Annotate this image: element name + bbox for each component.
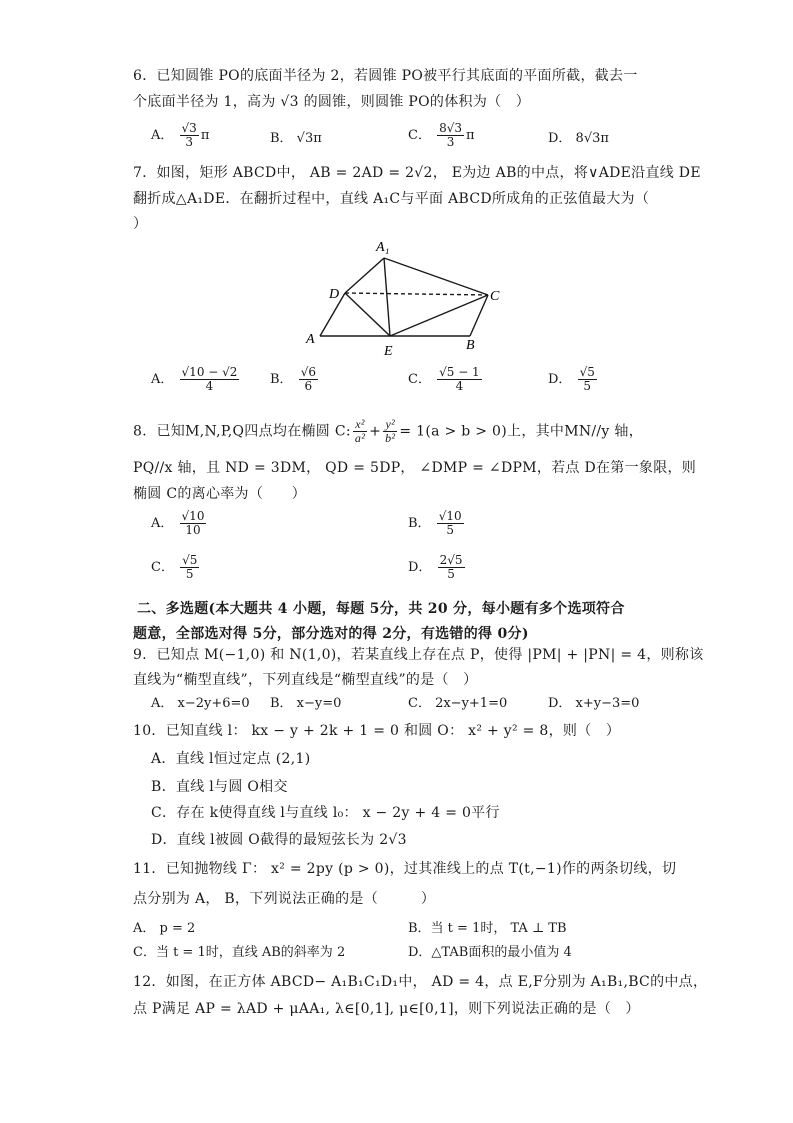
- q6-option-c-fraction: $\frac{8√3}{3}$: [439, 121, 463, 149]
- q11-option-b: B．当 t = 1时， TA ⊥ TB: [408, 921, 567, 936]
- q8-option-a-fraction: $\frac{√10}{10}$: [181, 509, 205, 537]
- section-2-heading-line2: 题意，全部选对得 5分，部分选对的得 2分，有选错的得 0分): [133, 626, 529, 642]
- label-d: D: [329, 287, 340, 302]
- q11-option-d: D．△TAB面积的最小值为 4: [408, 945, 572, 960]
- section-2-heading-line1: 二、多选题(本大题共 4 小题，每题 5分，共 20 分，每小题有多个选项符合: [137, 601, 625, 617]
- edge-da1: [345, 258, 384, 293]
- q7-option-a-fraction: $\frac{√10 - √2}{4}$: [181, 365, 238, 393]
- q7-geometry-figure: [300, 236, 510, 360]
- q8-option-a: A． $\frac{√10}{10}$: [151, 509, 205, 537]
- q9-stem-line2: 直线为“椭型直线”，下列直线是“椭型直线”的是（ ）: [133, 672, 478, 688]
- q7-option-c: C． $\frac{√5 - 1}{4}$: [408, 365, 480, 393]
- edge-a1e: [384, 258, 390, 336]
- q8-stem-line1: 8．已知M,N,P,Q四点均在椭圆 C: $\frac{\text{x²}}{\text{a²}}$ + $\frac{\text{y²}}{\text{b²}}$ = 1(a > b > 0)上，其中MN//y 轴，: [133, 417, 643, 445]
- q8-option-c: C． $\frac{√5}{5}$: [151, 553, 198, 581]
- q7-option-a: A． $\frac{√10 - √2}{4}$: [151, 365, 238, 393]
- q6-option-d: D． 8√3π: [548, 131, 609, 146]
- q7-option-b-fraction: $\frac{√6}{6}$: [300, 365, 316, 393]
- q7-stem-line3: ）: [133, 216, 148, 232]
- label-a: A: [306, 332, 315, 347]
- q9-option-a: A． x−2y+6=0: [151, 696, 250, 711]
- q9-option-b: B． x−y=0: [270, 696, 342, 711]
- q6-option-c: C． $\frac{8√3}{3}$ π: [408, 121, 475, 149]
- q8-option-d: D． $\frac{2√5}{5}$: [408, 553, 463, 581]
- label-e: E: [384, 344, 393, 359]
- q11-stem-line2: 点分别为 A， B，下列说法正确的是（ ）: [133, 891, 436, 907]
- q6-stem-line2: 个底面半径为 1，高为 √3 的圆锥，则圆锥 PO的体积为（ ）: [133, 94, 531, 110]
- q10-option-a: A．直线 l恒过定点 (2,1): [151, 751, 311, 767]
- q8-option-c-fraction: $\frac{√5}{5}$: [182, 553, 198, 581]
- q9-option-c: C． 2x−y+1=0: [408, 696, 508, 711]
- q7-option-b: B． $\frac{√6}{6}$: [270, 365, 316, 393]
- label-a1: A₁: [376, 240, 390, 255]
- q6-stem-line1: 6．已知圆锥 PO的底面半径为 2，若圆锥 PO被平行其底面的平面所截，截去一: [133, 68, 638, 84]
- label-c: C: [490, 289, 500, 304]
- q10-option-d: D．直线 l被圆 O截得的最短弦长为 2√3: [151, 832, 407, 848]
- edge-de: [345, 293, 390, 336]
- q11-option-c: C．当 t = 1时，直线 AB的斜率为 2: [133, 945, 346, 960]
- q10-option-c: C．存在 k使得直线 l与直线 l₀： x − 2y + 4 = 0平行: [151, 805, 500, 821]
- q7-option-d: D． $\frac{√5}{5}$: [548, 365, 595, 393]
- q9-stem-line1: 9．已知点 M(−1,0) 和 N(1,0)，若某直线上存在点 P，使得 |PM| + |PN| = 4，则称该: [133, 647, 704, 663]
- edge-dc-dashed: [345, 293, 488, 295]
- q7-stem-line1: 7．如图，矩形 ABCD中， AB = 2AD = 2√2， E为边 AB的中点，将∨ADE沿直线 DE: [133, 165, 701, 181]
- q8-y-fraction: $\frac{\text{y²}}{\text{b²}}$: [385, 417, 396, 445]
- q11-option-a: A． p = 2: [133, 921, 196, 936]
- q6-option-a: A． $\frac{√3}{3}$ π: [151, 121, 210, 149]
- q12-stem-line2: 点 P满足 AP = λAD + μAA₁, λ∈[0,1], μ∈[0,1]，则下列说法正确的是（ ）: [133, 1001, 640, 1017]
- q8-option-b: B． $\frac{√10}{5}$: [408, 509, 462, 537]
- q10-stem-line1: 10．已知直线 l： kx − y + 2k + 1 = 0 和圆 O： x² + y² = 8，则（ ）: [133, 723, 621, 739]
- q11-stem-line1: 11．已知抛物线 Γ： x² = 2py (p > 0)，过其准线上的点 T(t,−1)作的两条切线，切: [133, 861, 677, 877]
- q8-option-b-fraction: $\frac{√10}{5}$: [438, 509, 462, 537]
- q8-option-d-fraction: $\frac{2√5}{5}$: [439, 553, 463, 581]
- q8-x-fraction: $\frac{\text{x²}}{\text{a²}}$: [354, 417, 366, 445]
- edge-a1c: [384, 258, 488, 295]
- q7-option-d-fraction: $\frac{√5}{5}$: [579, 365, 595, 393]
- q12-stem-line1: 12．如图，在正方体 ABCD− A₁B₁C₁D₁中， AD = 4，点 E,F分别为 A₁B₁,BC的中点，: [133, 974, 708, 990]
- q10-option-b: B．直线 l与圆 O相交: [151, 779, 288, 795]
- q8-stem-line2: PQ//x 轴，且 ND = 3DM， QD = 5DP， ∠DMP = ∠DPM，若点 D在第一象限，则: [133, 460, 697, 476]
- q9-option-d: D． x+y−3=0: [548, 696, 640, 711]
- q6-option-a-fraction: $\frac{√3}{3}$: [181, 121, 197, 149]
- q7-option-c-fraction: $\frac{√5 - 1}{4}$: [439, 365, 480, 393]
- label-b: B: [466, 338, 475, 353]
- q7-stem-line2: 翻折成△A₁DE．在翻折过程中，直线 A₁C与平面 ABCD所成角的正弦值最大为（: [133, 191, 650, 207]
- q6-option-b: B． √3π: [270, 131, 322, 146]
- q8-stem-line3: 椭圆 C的离心率为（ ）: [133, 486, 307, 502]
